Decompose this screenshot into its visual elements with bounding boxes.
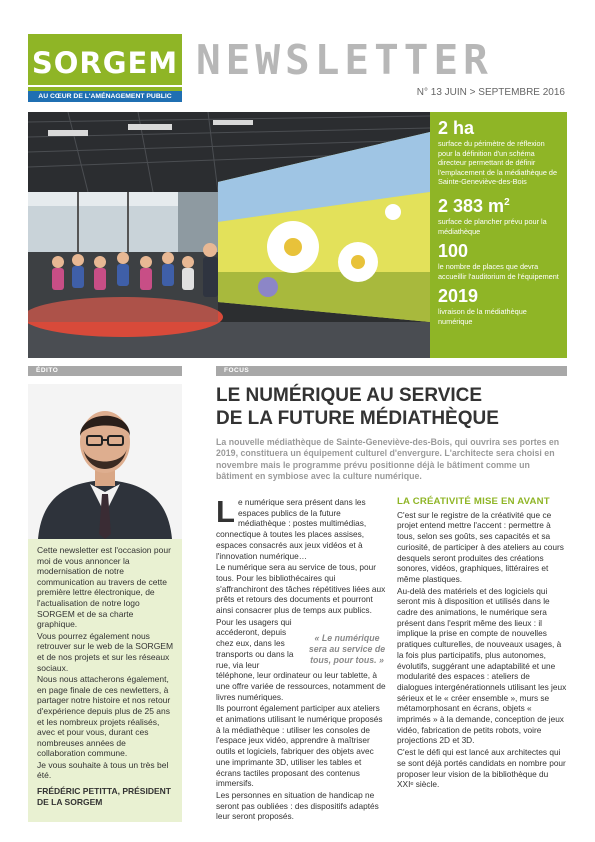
edito-paragraph: Je vous souhaite à tous un très bel été. — [37, 759, 169, 781]
logo — [28, 34, 182, 91]
issue-number: N° 13 JUIN > SEPTEMBRE 2016 — [416, 87, 565, 98]
portrait-illustration — [28, 384, 182, 539]
logo-tagline: AU CŒUR DE L'AMÉNAGEMENT PUBLIC — [28, 91, 182, 102]
article-paragraph: C'est sur le registre de la créativité que ce projet entend mettre l'accent : permettre à tous, selon ses goûts, ses capacités et sa curiosité, de participer à des ateliers au cours desquels seront produites des créations sonores, vidéos, graphiques, littéraires et même plastiques. — [397, 509, 564, 584]
edito-signature: FRÉDÉRIC PETITTA, PRÉSIDENT DE LA SORGEM — [37, 786, 171, 807]
headline-line: DE LA FUTURE MÉDIATHÈQUE — [216, 408, 499, 429]
headline-line: LE NUMÉRIQUE AU SERVICE — [216, 385, 483, 406]
stat-value: 100 — [438, 241, 469, 262]
article-column-left — [216, 494, 388, 823]
president-portrait — [28, 384, 182, 539]
key-figures-panel — [430, 112, 567, 358]
newsletter-title: NEWSLETTER — [196, 36, 493, 84]
article-paragraph: Ils pourront également participer aux ateliers et animations utilisant le numérique proposés à la médiathèque : utiliser les consoles de l'espace jeux vidéo, apprendre à maîtriser outils et logiciels, fabriquer des objets avec une imprimante 3D, utiliser les tables et écrans tactiles proposant des contenus immersifs. — [216, 703, 383, 789]
section-tag-edito: ÉDITO — [28, 366, 182, 376]
edito-paragraph: Vous pourrez également nous retrouver sur le web de la SORGEM et de nos projets et sur les réseaux sociaux. — [37, 630, 174, 673]
pull-quote: « Le numérique sera au service de tous, pour tous. » — [308, 632, 386, 665]
article-paragraph: Les personnes en situation de handicap ne seront pas oubliées : des dispositifs adaptés leur seront proposés. — [216, 789, 379, 822]
hero-photo — [28, 112, 430, 358]
article-lead: La nouvelle médiathèque de Sainte-Geneviève-des-Bois, qui ouvrira ses portes en 2019, constituera un équipement culturel d'envergure. L'architecte sera choisi en novembre mais le programme prévu positionne déjà le bâtiment comme un bâtiment en symbiose avec la culture numérique. — [216, 437, 560, 482]
stat-value: 2019 — [438, 286, 479, 307]
article-paragraph: Au-delà des matériels et des logiciels qui seront mis à disposition et utilisés dans le cadre des animations, le numérique sera présent dans l'esprit même des lieux : il implique la prise en compte de nouvelles pratiques culturelles, de nouveaux usages, à la fois plus participatifs, plus autonomes, évolutifs, suggérant une adaptabilité et une modularité des espaces : ateliers de dialogues intergénérationnels utilisant les jeux sérieux et le « créer ensemble », murs se métamorphosant en écrans, objets « imprimés » à la demande, conception de jeux vidéo, fabrication de petits robots, voire projections 2D et 3D. — [397, 585, 567, 746]
section-tag-focus: FOCUS — [216, 366, 567, 376]
article-subheading: LA CRÉATIVITÉ MISE EN AVANT — [397, 496, 550, 507]
article-text: e numérique sera présent dans les espaces publics de la future médiathèque : postes multimédias, connectique à toutes les places assises, espaces consacrés aux jeux vidéos et à l'innovation numérique… — [216, 497, 367, 561]
stat-value-number: 2 383 m — [438, 195, 505, 216]
article-paragraph: Le numérique sera au service de tous, pour tous. Pour les bibliothécaires qui s'affranchiront des tâches répétitives liées aux prêts et retours des documents et pourront ainsi consacrer plus de temps aux publics. — [216, 562, 386, 616]
stat-value — [438, 192, 559, 217]
stat-description: surface du périmètre de réflexion pour la définition d'un schéma directeur permettant de définir l'emplacement de la médiathèque de Sainte-Geneviève-des-Bois — [438, 139, 558, 187]
logo-wordmark: SORGEM — [31, 46, 179, 80]
article-paragraph: C'est le défi qui est lancé aux architectes qui se sont déjà portés candidats en nombre pour proposer leur vision de la bibliothèque du XXIᵉ siècle. — [397, 747, 566, 790]
stat-description: surface de plancher prévu pour la médiathèque — [438, 216, 547, 236]
article-paragraph: Pour les usagers qui accéderont, depuis chez eux, dans les transports ou dans la rue, via leur téléphone, leur ordinateur ou leur tablette, à une offre variée de ressources, notamment de livres numériques. — [216, 616, 386, 702]
article-paragraph — [216, 494, 388, 561]
stat-description: le nombre de places que devra accueillir l'auditorium de l'équipement — [438, 262, 559, 281]
edito-box — [28, 539, 182, 822]
logo-stripe — [28, 85, 182, 87]
library-photo-illustration — [28, 112, 430, 358]
article-column-right — [397, 497, 567, 791]
stat-value-exponent: 2 — [504, 196, 510, 208]
stat-description: livraison de la médiathèque numérique — [438, 307, 527, 326]
edito-paragraph: Nous nous attacherons également, en page finale de ces newletters, à partager notre histoire et nos retour d'expérience depuis plus de 25 ans et les nombreux projets réalisés, avec et pour vous, durant ces nombreuses années de collaboration commune. — [37, 674, 171, 759]
article-headline — [216, 384, 567, 430]
edito-paragraph: Cette newsletter est l'occasion pour moi de vous annoncer la modernisation de notre communication au travers de cette première lettre électronique, de l'actualisation de notre logo SORGEM et de sa charte graphique. — [37, 545, 171, 630]
stat-value: 2 ha — [438, 118, 475, 138]
drop-cap: L — [216, 494, 235, 529]
